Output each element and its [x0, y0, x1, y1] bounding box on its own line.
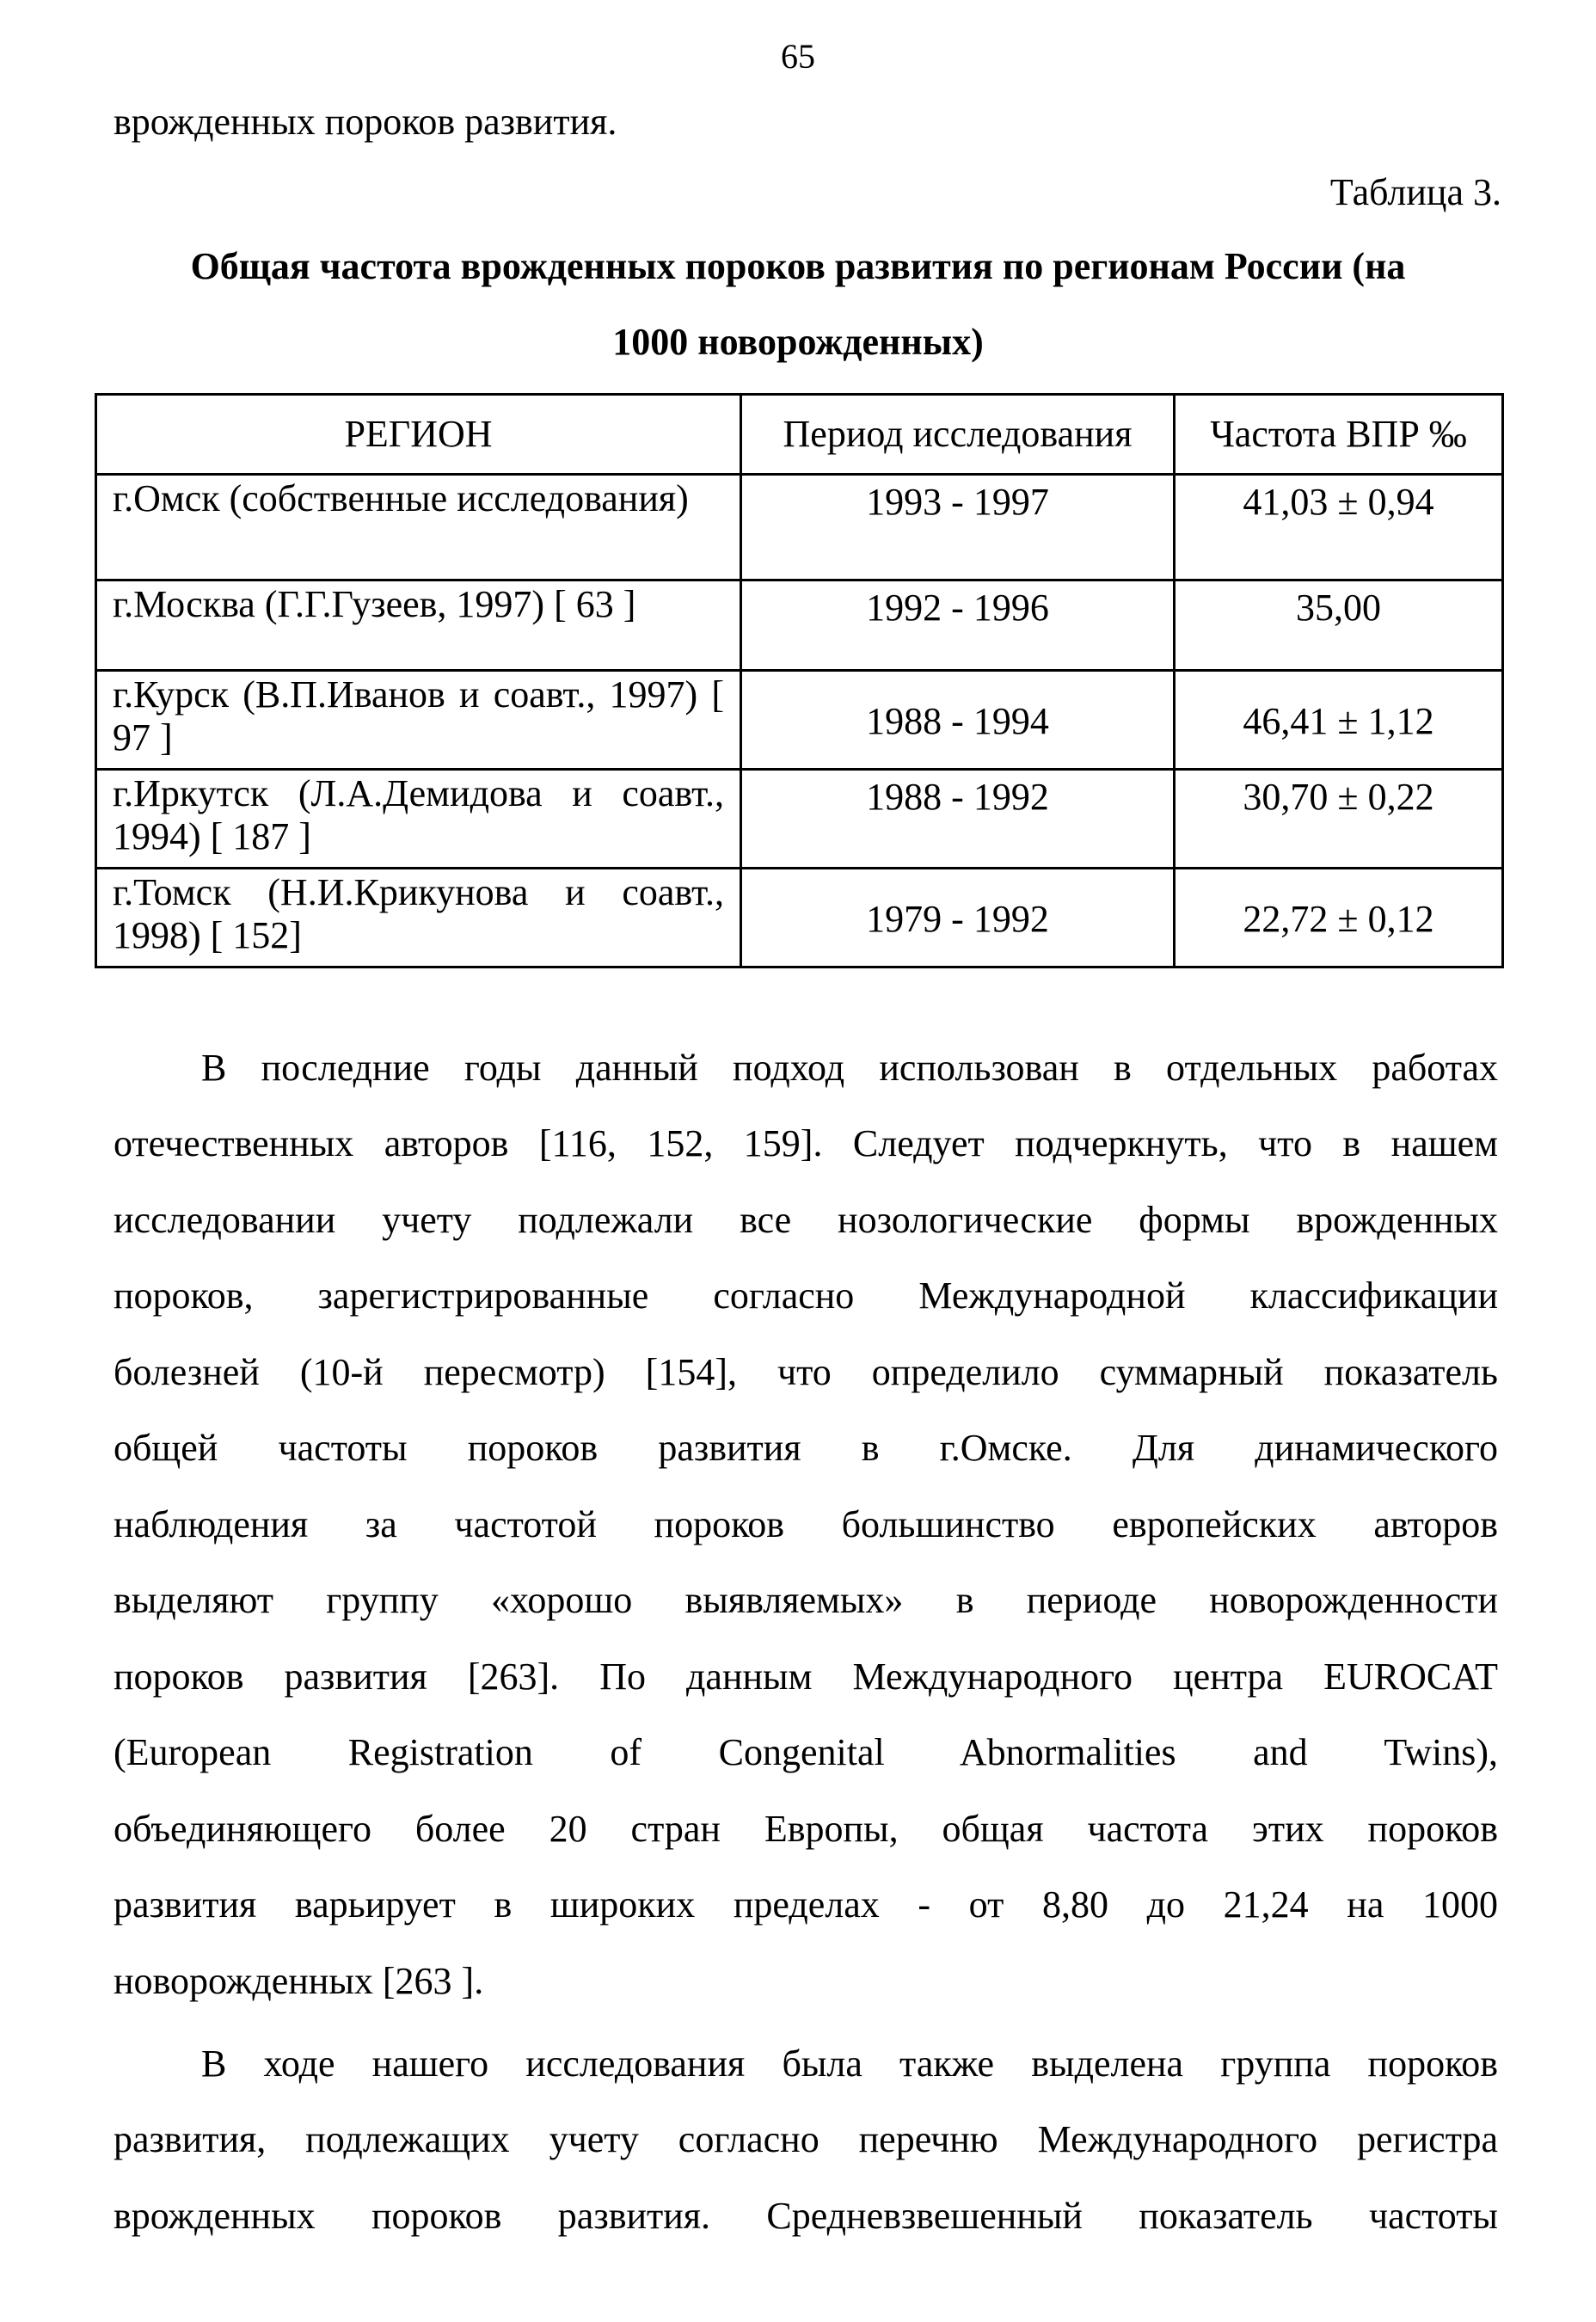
table-row — [96, 580, 1503, 671]
period-cell: 1988 - 1992 — [741, 770, 1175, 869]
rate-cell: 30,70 ± 0,22 — [1175, 770, 1503, 869]
rate-cell: 46,41 ± 1,12 — [1175, 671, 1503, 770]
period-cell: 1993 - 1997 — [741, 475, 1175, 580]
region-cell: г.Москва (Г.Г.Гузеев, 1997) [ 63 ] — [96, 580, 741, 671]
paragraph-1-line-11: объединяющего более 20 стран Европы, общая частота этих пороков — [114, 1808, 1498, 1850]
paragraph-1-line-5: болезней (10-й пересмотр) [154], что определило суммарный показатель — [114, 1351, 1498, 1393]
paragraph-2-line-2: развития, подлежащих учету согласно перечню Международного регистра — [114, 2118, 1498, 2160]
header-rate: Частота ВПР ‰ — [1175, 395, 1503, 475]
rate-cell: 35,00 — [1175, 580, 1503, 671]
period-cell: 1992 - 1996 — [741, 580, 1175, 671]
frequency-table — [95, 393, 1504, 968]
table-caption: Таблица 3. — [1329, 171, 1501, 213]
paragraph-1-line-10: (European Registration of Congenital Abnormalities and Twins), — [114, 1731, 1498, 1773]
paragraph-1-line-1: В последние годы данный подход использован в отдельных работах — [201, 1047, 1498, 1089]
paragraph-1-line-3: исследовании учету подлежали все нозологические формы врожденных — [114, 1199, 1498, 1241]
region-cell: г.Томск (Н.И.Крикунова и соавт., 1998) [ 152] — [96, 869, 741, 968]
table-title-line-2: 1000 новорожденных) — [612, 321, 984, 363]
rate-cell: 41,03 ± 0,94 — [1175, 475, 1503, 580]
period-cell: 1979 - 1992 — [741, 869, 1175, 968]
paragraph-1-line-7: наблюдения за частотой пороков большинство европейских авторов — [114, 1503, 1498, 1545]
period-cell: 1988 - 1994 — [741, 671, 1175, 770]
table-header-row — [96, 395, 1503, 475]
table-title-line-1: Общая частота врожденных пороков развития по регионам России (на — [190, 245, 1406, 287]
table-row — [96, 869, 1503, 968]
table-row — [96, 671, 1503, 770]
paragraph-1-line-2: отечественных авторов [116, 152, 159]. Следует подчеркнуть, что в нашем — [114, 1122, 1498, 1164]
table-row — [96, 770, 1503, 869]
region-cell: г.Иркутск (Л.А.Демидова и соавт., 1994) [ 187 ] — [96, 770, 741, 869]
paragraph-1-line-9: пороков развития [263]. По данным Международного центра EUROCAT — [114, 1656, 1498, 1698]
paragraph-2-line-1: В ходе нашего исследования была также выделена группа пороков — [201, 2042, 1498, 2085]
header-region: РЕГИОН — [96, 395, 741, 475]
rate-cell: 22,72 ± 0,12 — [1175, 869, 1503, 968]
region-cell: г.Курск (В.П.Иванов и соавт., 1997) [ 97 ] — [96, 671, 741, 770]
region-cell: г.Омск (собственные исследования) — [96, 475, 741, 580]
intro-line: врожденных пороков развития. — [114, 101, 617, 143]
paragraph-1-line-8: выделяют группу «хорошо выявляемых» в периоде новорожденности — [114, 1579, 1498, 1621]
paragraph-1-line-4: пороков, зарегистрированные согласно Международной классификации — [114, 1275, 1498, 1317]
paragraph-2-line-3: врожденных пороков развития. Средневзвешенный показатель частоты — [114, 2195, 1498, 2237]
paragraph-1-line-6: общей частоты пороков развития в г.Омске. Для динамического — [114, 1427, 1498, 1469]
header-period: Период исследования — [741, 395, 1175, 475]
table-row — [96, 475, 1503, 580]
page-number: 65 — [781, 37, 815, 76]
paragraph-1-line-12: развития варьирует в широких пределах - от 8,80 до 21,24 на 1000 — [114, 1883, 1498, 1926]
paragraph-1-line-13: новорожденных [263 ]. — [114, 1960, 484, 2002]
